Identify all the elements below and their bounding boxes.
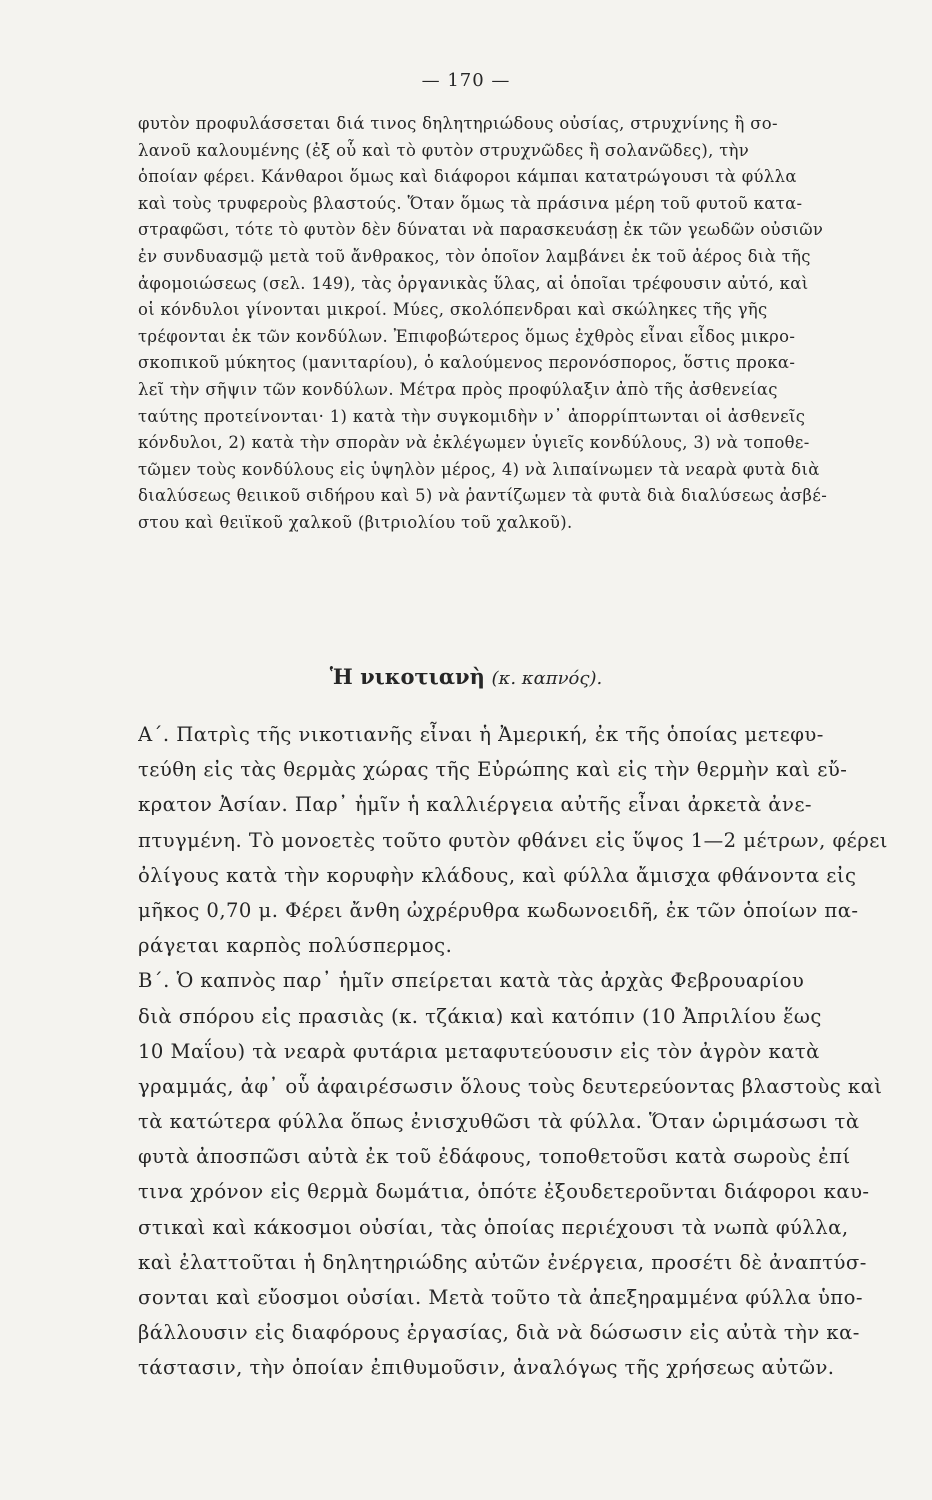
text-line: διαλύσεως θειικοῦ σιδήρου καὶ 5) νὰ ῥαντίζωμεν τὰ φυτὰ διὰ διαλύσεως ἀσβέ- (138, 486, 828, 506)
text-line: ὁποίαν φέρει. Κάνθαροι ὅμως καὶ διάφοροι κάμπαι κατατρώγουσι τὰ φύλλα (138, 167, 797, 187)
text-line: γραμμάς, ἀφ᾽ οὗ ἀφαιρέσωσιν ὅλους τοὺς δευτερεύοντας βλαστοὺς καὶ (138, 1074, 883, 1098)
text-line: ράγεται καρπὸς πολύσπερμος. (138, 934, 453, 958)
text-line: μῆκος 0,70 μ. Φέρει ἄνθη ὠχρέρυθρα κωδωνοειδῆ, ἐκ τῶν ὁποίων πα- (138, 898, 859, 922)
text-line: οἱ κόνδυλοι γίνονται μικροί. Μύες, σκολόπενδραι καὶ σκώληκες τῆς γῆς (138, 300, 768, 320)
text-line: καὶ τοὺς τρυφεροὺς βλαστούς. Ὅταν ὅμως τὰ πράσινα μέρη τοῦ φυτοῦ κατα- (138, 193, 803, 213)
text-line: φυτὸν προφυλάσσεται διά τινος δηλητηριώδους οὐσίας, στρυχνίνης ἢ σο- (138, 114, 778, 133)
text-line: στραφῶσι, τότε τὸ φυτὸν δὲν δύναται νὰ παρασκευάσῃ ἐκ τῶν γεωδῶν οὐσιῶν (138, 220, 824, 240)
text-line: σκοπικοῦ μύκητος (μανιταρίου), ὁ καλούμενος περονόσπορος, ὅστις προκα- (138, 353, 796, 373)
text-line: πτυγμένη. Τὸ μονοετὲς τοῦτο φυτὸν φθάνει εἰς ὕψος 1—2 μέτρων, φέρει (138, 828, 888, 852)
text-line: ταύτης προτείνονται· 1) κατὰ τὴν συγκομιδὴν ν᾽ ἀπορρίπτωνται οἱ ἀσθενεῖς (138, 406, 806, 426)
text-line: τινα χρόνον εἰς θερμὰ δωμάτια, ὁπότε ἐξουδετεροῦνται διάφοροι καυ- (138, 1180, 870, 1204)
text-line: Α΄. Πατρὶς τῆς νικοτιανῆς εἶναι ἡ Ἀμερική, ἐκ τῆς ὁποίας μετεφυ- (138, 723, 824, 746)
section-heading (0, 662, 932, 694)
text-line: τεύθη εἰς τὰς θερμὰς χώρας τῆς Εὐρώπης καὶ εἰς τὴν θερμὴν καὶ εὔ- (138, 758, 848, 782)
text-line: σονται καὶ εὔοσμοι οὐσίαι. Μετὰ τοῦτο τὰ ἀπεξηραμμένα φύλλα ὑπο- (138, 1286, 863, 1309)
bottom-paragraph (138, 717, 918, 1386)
text-line: φυτὰ ἀποσπῶσι αὐτὰ ἐκ τοῦ ἐδάφους, τοποθετοῦσι κατὰ σωροὺς ἐπί (138, 1145, 851, 1169)
text-line: τὰ κατώτερα φύλλα ὅπως ἐνισχυθῶσι τὰ φύλλα. Ὅταν ὡριμάσωσι τὰ (138, 1110, 860, 1134)
text-line: τῶμεν τοὺς κονδύλους εἰς ὑψηλὸν μέρος, 4) νὰ λιπαίνωμεν τὰ νεαρὰ φυτὰ διὰ (138, 459, 820, 479)
text-line: ἐν συνδυασμῷ μετὰ τοῦ ἄνθρακος, τὸν ὁποῖον λαμβάνει ἐκ τοῦ ἀέρος διὰ τῆς (138, 246, 811, 266)
text-line: λεῖ τὴν σῆψιν τῶν κονδύλων. Μέτρα πρὸς προφύλαξιν ἀπὸ τῆς ἀσθενείας (138, 379, 778, 399)
text-line: καὶ ἐλαττοῦται ἡ δηλητηριώδης αὐτῶν ἐνέργεια, προσέτι δὲ ἀναπτύσ- (138, 1250, 867, 1274)
text-line: τρέφονται ἐκ τῶν κονδύλων. Ἐπιφοβώτερος ὅμως ἐχθρὸς εἶναι εἶδος μικρο- (138, 326, 796, 346)
text-line: κόνδυλοι, 2) κατὰ τὴν σπορὰν νὰ ἐκλέγωμεν ὑγιεῖς κονδύλους, 3) νὰ τοποθε- (138, 433, 810, 453)
section-title: Ἡ νικοτιανὴ (329, 664, 485, 689)
text-line: 10 Μαΐου) τὰ νεαρὰ φυτάρια μεταφυτεύουσιν εἰς τὸν ἀγρὸν κατὰ (138, 1039, 820, 1063)
text-line: στου καὶ θειϊκοῦ χαλκοῦ (βιτριολίου τοῦ χαλκοῦ). (138, 512, 573, 532)
text-line: στικαὶ καὶ κάκοσμοι οὐσίαι, τὰς ὁποίας περιέχουσι τὰ νωπὰ φύλλα, (138, 1215, 849, 1239)
text-line: λανοῦ καλουμένης (ἐξ οὗ καὶ τὸ φυτὸν στρυχνῶδες ἢ σολανῶδες), τὴν (138, 140, 750, 160)
text-line: διὰ σπόρου εἰς πρασιὰς (κ. τζάκια) καὶ κατόπιν (10 Ἀπριλίου ἕως (138, 1004, 822, 1028)
page-number: — 170 — (421, 70, 511, 91)
text-line: ὀλίγους κατὰ τὴν κορυφὴν κλάδους, καὶ φύλλα ἄμισχα φθάνοντα εἰς (138, 863, 857, 887)
top-paragraph (138, 111, 918, 537)
text-line: τάστασιν, τὴν ὁποίαν ἐπιθυμοῦσιν, ἀναλόγως τῆς χρήσεως αὐτῶν. (138, 1356, 835, 1380)
section-subtitle: (κ. καπνός). (491, 668, 603, 689)
text-line: ἀφομοιώσεως (σελ. 149), τὰς ὀργανικὰς ὕλας, αἱ ὁποῖαι τρέφουσιν αὐτό, καὶ (138, 273, 809, 293)
text-line: Β΄. Ὁ καπνὸς παρ᾽ ἡμῖν σπείρεται κατὰ τὰς ἀρχὰς Φεβρουαρίου (138, 969, 805, 993)
text-line: κρατον Ἀσίαν. Παρ᾽ ἡμῖν ἡ καλλιέργεια αὐτῆς εἶναι ἀρκετὰ ἀνε- (138, 793, 812, 817)
text-line: βάλλουσιν εἰς διαφόρους ἐργασίας, διὰ νὰ δώσωσιν εἰς αὐτὰ τὴν κα- (138, 1321, 860, 1345)
